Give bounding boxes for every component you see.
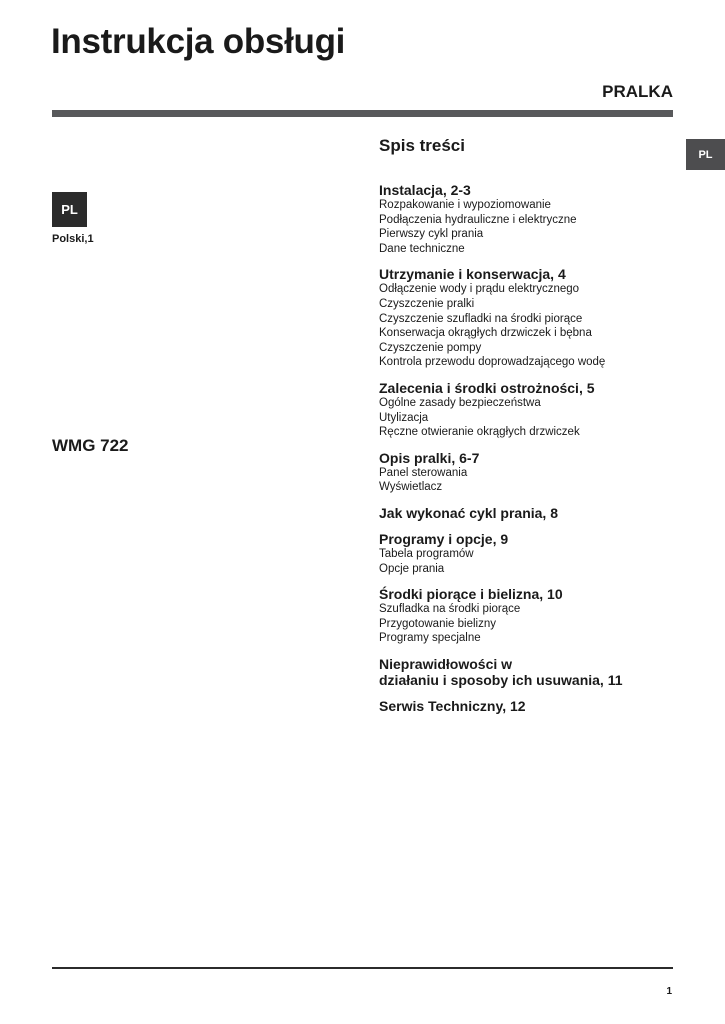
model-number: WMG 722 [52, 436, 129, 455]
toc-section [379, 450, 679, 495]
toc-section-title[interactable]: Nieprawidłowości w działaniu i sposoby ich usuwania, 11 [379, 655, 623, 688]
toc-section-title[interactable]: Serwis Techniczny, 12 [379, 697, 526, 714]
toc-section-item: Odłączenie wody i prądu elektrycznego [379, 283, 580, 296]
header-divider [52, 110, 673, 117]
toc-section [379, 266, 679, 370]
toc-section-item: Podłączenia hydrauliczne i elektryczne [379, 213, 577, 226]
language-page-link[interactable]: Polski,1 [52, 233, 94, 245]
toc-sections [379, 182, 679, 714]
document-title: Instrukcja obsługi [51, 22, 346, 61]
toc-section-item: Czyszczenie pralki [379, 297, 475, 310]
toc-section [379, 586, 679, 646]
toc-section-item: Kontrola przewodu doprowadzającego wodę [379, 356, 606, 369]
toc-section-item: Rozpakowanie i wypoziomowanie [379, 199, 551, 211]
footer-divider [52, 967, 673, 969]
toc-section-title[interactable]: Programy i opcje, 9 [379, 530, 509, 547]
toc-section-item: Przygotowanie bielizny [379, 617, 496, 630]
product-type: PRALKA [602, 82, 673, 101]
toc-section-item: Dane techniczne [379, 242, 465, 255]
toc-section-item: Wyświetlacz [379, 481, 443, 494]
toc-section-title[interactable]: Środki piorące i bielizna, 10 [379, 586, 563, 603]
toc-section [379, 656, 679, 688]
toc-section-item: Czyszczenie pompy [379, 341, 482, 354]
toc-section-title[interactable]: Zalecenia i środki ostrożności, 5 [379, 379, 595, 396]
toc-section-item: Opcje prania [379, 562, 445, 575]
toc-section [379, 698, 679, 714]
toc-section-item: Szufladka na środki piorące [379, 603, 521, 616]
toc-section [379, 531, 679, 576]
toc-section-item: Ręczne otwieranie okrągłych drzwiczek [379, 426, 580, 439]
toc-section-title[interactable]: Jak wykonać cykl prania, 8 [379, 504, 558, 521]
toc-heading: Spis treści [379, 136, 465, 155]
page-number: 1 [666, 986, 672, 997]
toc-section-title[interactable]: Opis pralki, 6-7 [379, 449, 480, 466]
toc-section-item: Czyszczenie szufladki na środki piorące [379, 312, 583, 325]
toc-section-item: Ogólne zasady bezpieczeństwa [379, 396, 541, 409]
table-of-contents [379, 136, 679, 724]
toc-section [379, 380, 679, 440]
toc-section-item: Utylizacja [379, 411, 429, 424]
toc-section-title[interactable]: Utrzymanie i konserwacja, 4 [379, 266, 566, 283]
language-side-tab: PL [686, 139, 725, 170]
toc-section-item: Pierwszy cykl prania [379, 228, 484, 241]
toc-section-title[interactable]: Instalacja, 2-3 [379, 182, 471, 198]
toc-section-item: Panel sterowania [379, 466, 468, 479]
toc-section [379, 182, 679, 256]
toc-section-item: Konserwacja okrągłych drzwiczek i bębna [379, 327, 592, 340]
language-badge: PL [52, 192, 87, 227]
toc-section-item: Tabela programów [379, 547, 474, 560]
toc-section-item: Programy specjalne [379, 632, 481, 645]
toc-section [379, 505, 679, 521]
